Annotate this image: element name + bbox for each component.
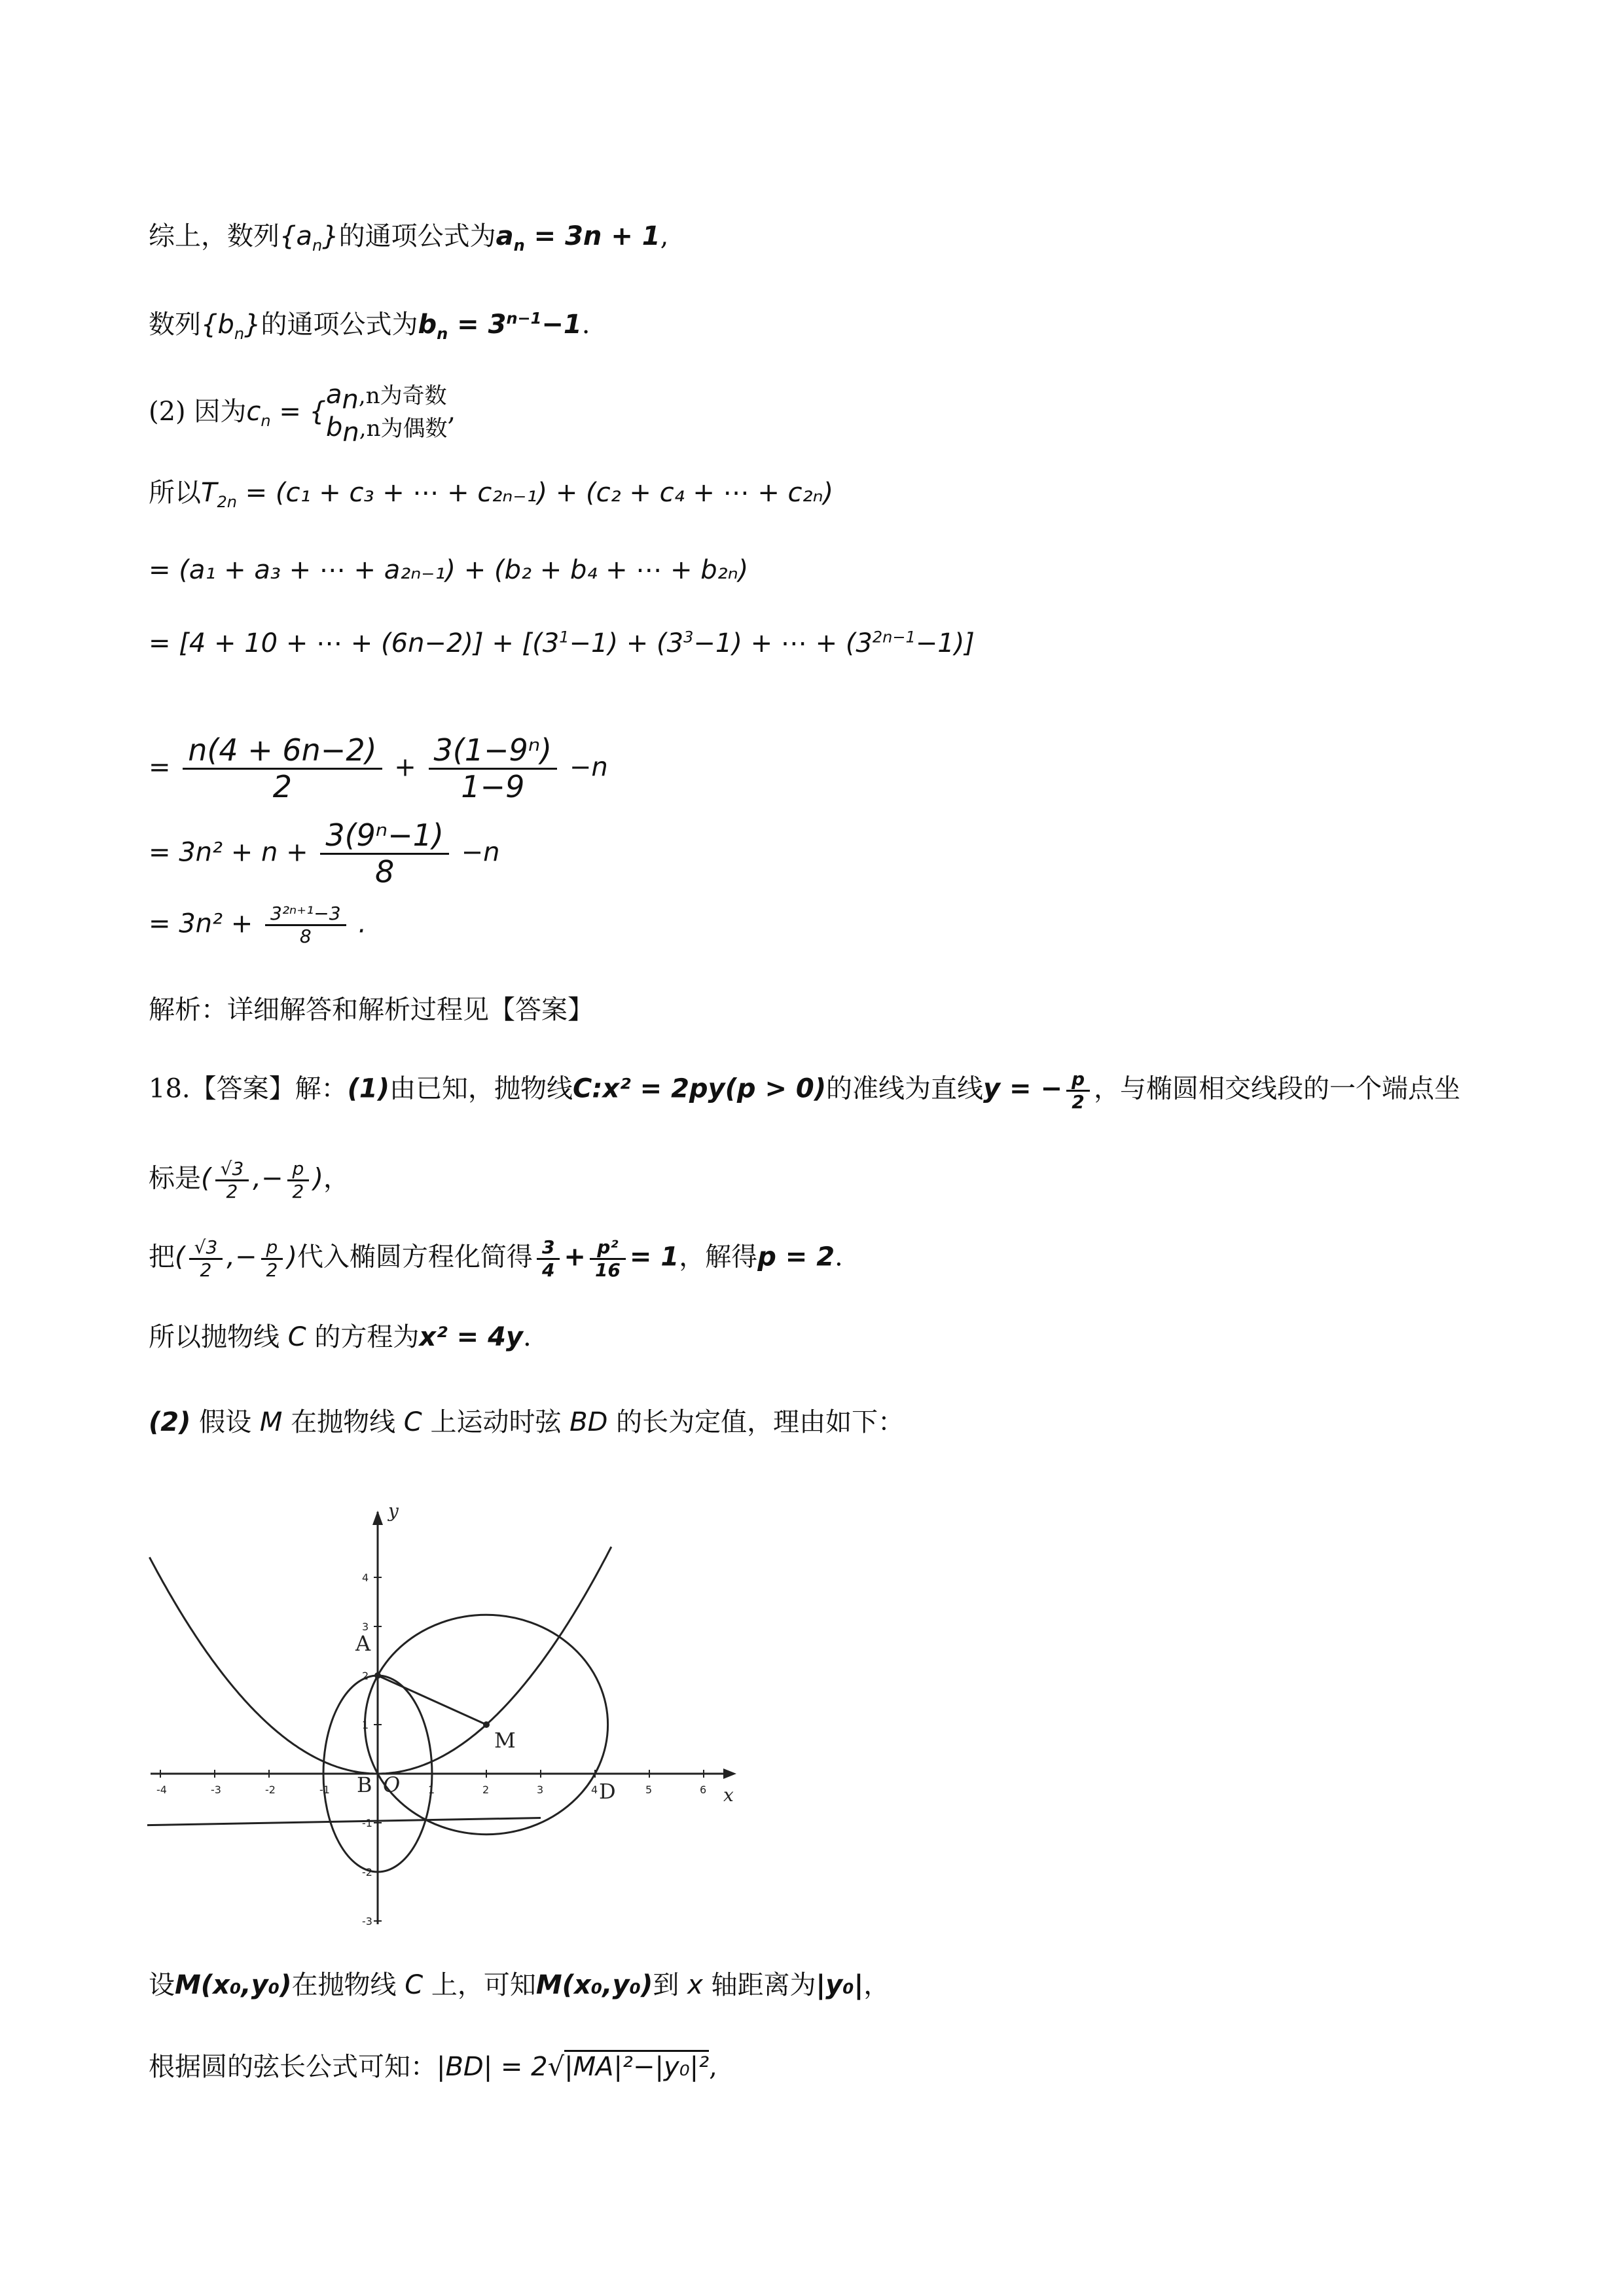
x-tick-label: 6 xyxy=(700,1784,707,1796)
sum-final-line: = 3n² + $\frac{\text{3²ⁿ⁺¹−3}}{8}$ . xyxy=(149,903,367,948)
part2-cn-definition: (2) 因为$c_n$ = { $a_n,n$为奇数 $b_n,n$为偶数 , xyxy=(149,380,456,448)
point-b-label: B xyxy=(357,1772,372,1797)
x-tick-label: -4 xyxy=(156,1784,167,1796)
y-tick-label: 4 xyxy=(362,1571,369,1584)
analysis-line: 解析：详细解答和解析过程见【答案】 xyxy=(149,995,594,1025)
segment-am xyxy=(378,1676,486,1725)
y-tick-label: -3 xyxy=(362,1915,372,1928)
geometry-figure xyxy=(147,1499,736,1931)
point-d-label: D xyxy=(599,1779,616,1804)
point-m-label: M xyxy=(494,1728,516,1753)
x-tick-label: 4 xyxy=(591,1784,598,1796)
directrix-line xyxy=(147,1818,541,1825)
x-axis-arrow xyxy=(723,1768,736,1779)
y-axis-label: y xyxy=(388,1500,399,1522)
x-tick-label: -1 xyxy=(319,1784,330,1796)
y-axis-arrow xyxy=(372,1511,383,1525)
y-tick-label: 1 xyxy=(362,1719,369,1731)
y-tick-label: -2 xyxy=(362,1866,372,1878)
origin-label: O xyxy=(383,1772,401,1797)
sum-fraction-line: = $\frac{n(4 + 6n-2)}{2}$ + $\frac{\text{3(1−9ⁿ)}}{1-9}$ −n xyxy=(149,732,608,804)
part2-hypothesis-line: (2) 假设 M 在抛物线 C 上运动时弦 BD 的长为定值，理由如下： xyxy=(149,1407,905,1437)
y-tick-label: -1 xyxy=(362,1817,372,1829)
parabola-curve xyxy=(149,1547,611,1774)
endpoint-line: 标是( $\frac{√3}{2}$ ,− $\frac{p}{2}$ )， xyxy=(149,1158,350,1203)
conclusion-a-line: 综上，数列$\{a_n\}$的通项公式为$a_n = 3n + 1$, xyxy=(149,221,669,255)
parabola-equation-line: 所以抛物线 C 的方程为x² = 4y. xyxy=(149,1322,532,1352)
x-tick-label: 5 xyxy=(645,1784,653,1796)
y-tick-label: 3 xyxy=(362,1621,369,1633)
x-tick-label: 1 xyxy=(428,1784,435,1796)
point-a-label: A xyxy=(355,1631,371,1656)
sum-expanded-line: = [4 + 10 + ⋯ + $(6n-2)] + [(3^1-1) + (3^3-1)$ + ⋯ + $(3^{2n-1}-1)$] xyxy=(149,628,975,658)
substitute-line: 把( $\frac{√3}{2}$ ,− $\frac{p}{2}$ )代入椭圆方程化简得 $\frac{3}{4}$ + $\frac{\text{p²}}{16}$ = 1，解得p = 2. xyxy=(149,1236,843,1282)
sum-t2n-line: 所以$T_{2n} = (c_1 + c_3$ + ⋯ + c₂ₙ₋₁) + (c₂ + c₄ + ⋯ + c₂ₙ) xyxy=(149,478,834,511)
x-tick-label: -3 xyxy=(211,1784,221,1796)
sum-simplify-line: = 3n² + n + $\frac{\text{3(9ⁿ−1)}}{8}$ −n xyxy=(149,817,500,889)
x-tick-label: 3 xyxy=(537,1784,544,1796)
m-point-line: 设M(x₀,y₀)在抛物线 C 上，可知M(x₀,y₀)到 x 轴距离为|y₀|， xyxy=(149,1970,890,2000)
x-tick-label: 2 xyxy=(482,1784,490,1796)
chord-length-line: 根据圆的弦长公式可知：|BD| = 2√|MA|²−|y₀|², xyxy=(149,2052,717,2082)
sum-ab-line: = (a₁ + a₃ + ⋯ + a₂ₙ₋₁) + (b₂ + b₄ + ⋯ + b₂ₙ) xyxy=(149,555,749,585)
q18-answer-line: 18.【答案】解：(1)由已知，抛物线C:x² = 2py(p > 0)的准线为直线y = − $\frac{p}{2}$ ，与椭圆相交线段的一个端点坐 xyxy=(149,1068,1461,1113)
y-tick-label: 2 xyxy=(362,1670,369,1682)
point-m-dot xyxy=(483,1721,490,1728)
x-axis-label: x xyxy=(723,1784,734,1806)
conclusion-b-line: 数列$\{b_n\}$的通项公式为$b_n = 3^{n-1}-1$. xyxy=(149,309,590,343)
x-tick-label: -2 xyxy=(265,1784,276,1796)
